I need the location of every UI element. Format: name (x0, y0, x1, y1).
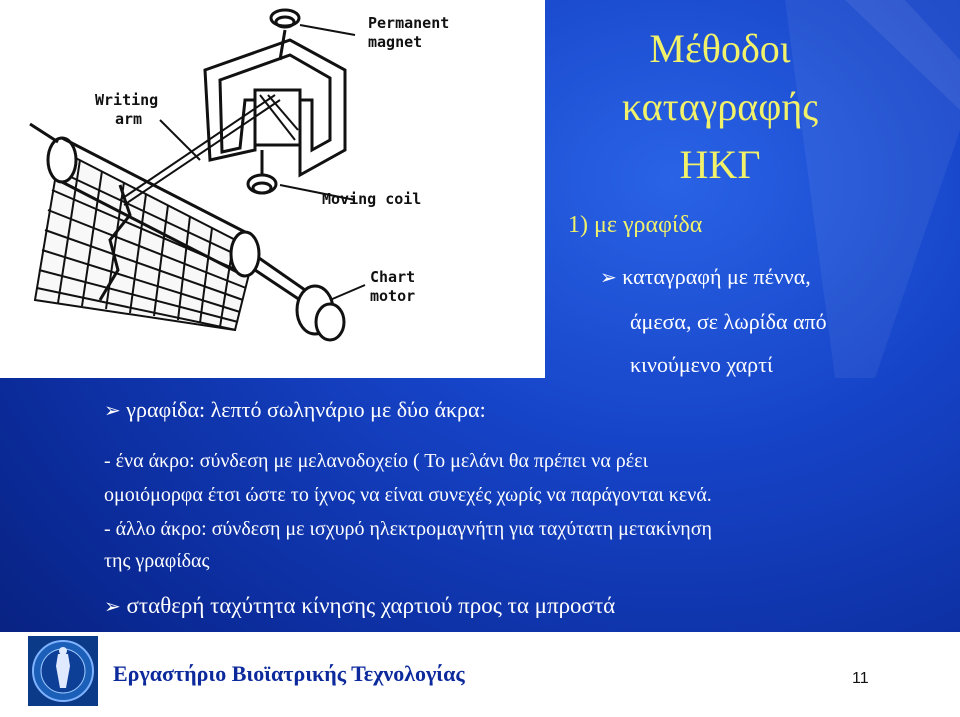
recorder-diagram-panel (0, 0, 545, 378)
label-arm: arm (115, 110, 143, 128)
permanent-magnet (205, 40, 345, 175)
pen-heading (104, 397, 486, 423)
label-writing: Writing (95, 91, 159, 109)
arrow-bullet-icon: ➢ (104, 594, 121, 618)
page-number: 11 (852, 670, 869, 687)
method-bullet-line-2: άμεσα, σε λωρίδα από (630, 309, 827, 334)
pen-recorder-diagram (0, 0, 545, 378)
university-seal-icon (28, 636, 98, 706)
speed-text: σταθερή ταχύτητα κίνησης χαρτιού προς τα μπροστά (126, 593, 616, 618)
speed-bullet (104, 593, 615, 619)
method-heading: 1) με γραφίδα (568, 212, 703, 238)
moving-coil (248, 150, 276, 193)
method-bullet-line-3: κινούμενο χαρτί (630, 352, 773, 377)
pen-heading-text: γραφίδα: λεπτό σωληνάριο με δύο άκρα: (126, 397, 486, 422)
label-moving-coil: Moving coil (322, 190, 422, 208)
title-line-3: ΗΚΓ (679, 142, 761, 187)
pen-end1-line-1: - ένα άκρο: σύνδεση με μελανοδοχείο ( Το μελάνι θα πρέπει να ρέει (104, 450, 648, 472)
title-line-1: Μέθοδοι (649, 26, 791, 71)
arrow-bullet-icon: ➢ (104, 398, 121, 422)
title-line-2: καταγραφής (621, 84, 819, 129)
label-motor: motor (370, 287, 416, 305)
footer-lab-name: Εργαστήριο Βιοϊατρικής Τεχνολογίας (113, 661, 465, 686)
arrow-bullet-icon: ➢ (600, 265, 617, 289)
pen-end2-line-1: - άλλο άκρο: σύνδεση με ισχυρό ηλεκτρομαγνήτη για ταχύτατη μετακίνηση (104, 518, 712, 540)
label-chart: Chart (370, 268, 416, 286)
method-bullet-line-1: καταγραφή με πέννα, (622, 264, 811, 289)
pen-end1-line-2: ομοιόμορφα έτσι ώστε το ίχνος να είναι συνεχές χωρίς να παράγονται κενά. (104, 484, 712, 506)
method-bullet (600, 264, 811, 290)
label-magnet: magnet (368, 33, 423, 51)
label-permanent: Permanent (368, 14, 450, 32)
pen-end2-line-2: της γραφίδας (104, 550, 210, 572)
